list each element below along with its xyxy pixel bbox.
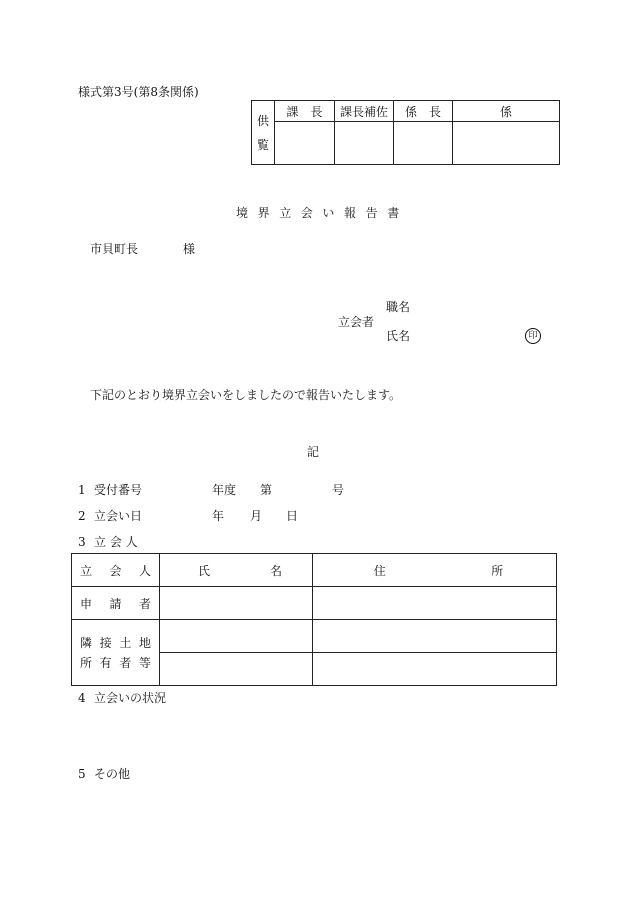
addressee: 市貝町長 bbox=[90, 242, 139, 256]
header-name: 氏 名 bbox=[160, 554, 313, 587]
item1-label: 受付番号 bbox=[94, 483, 143, 497]
seal-mark: 印 bbox=[525, 328, 541, 344]
item2-day: 日 bbox=[286, 509, 299, 523]
honorific: 様 bbox=[183, 242, 196, 256]
item3-label: 立 会 人 bbox=[94, 535, 138, 549]
neighbor-name-cell bbox=[160, 620, 313, 653]
item1-year: 年度 bbox=[212, 483, 237, 497]
approval-header-deputy-chief: 課長補佐 bbox=[335, 101, 394, 122]
item5-label: その他 bbox=[94, 767, 131, 781]
witness-label: 立会者 bbox=[338, 315, 375, 329]
item1-number: 1 bbox=[78, 483, 86, 497]
form-number: 様式第3号(第8条関係) bbox=[78, 85, 199, 99]
neighbor-address-cell bbox=[313, 620, 557, 653]
witness-table bbox=[71, 553, 557, 686]
approval-header-staff: 係 bbox=[453, 101, 560, 122]
item2-month: 月 bbox=[250, 509, 263, 523]
approval-stamp-cell bbox=[275, 122, 335, 165]
header-address: 住 所 bbox=[313, 554, 557, 587]
approval-stamp-cell bbox=[335, 122, 394, 165]
item2-label: 立会い日 bbox=[94, 509, 143, 523]
item1-dai: 第 bbox=[260, 483, 273, 497]
header-witness: 立 会 人 bbox=[72, 554, 160, 587]
item2-number: 2 bbox=[78, 509, 86, 523]
name-label: 氏名 bbox=[386, 329, 411, 343]
row-applicant-label: 申 請 者 bbox=[72, 587, 160, 620]
neighbor-name-cell bbox=[160, 653, 313, 686]
row-neighbor-label: 隣 接 土 地 所 有 者 等 bbox=[72, 620, 160, 686]
applicant-name-cell bbox=[160, 587, 313, 620]
ki-heading: 記 bbox=[307, 445, 320, 459]
approval-header-section-chief: 課 長 bbox=[275, 101, 335, 122]
intro-text: 下記のとおり境界立会いをしましたので報告いたします。 bbox=[90, 388, 402, 402]
approval-side-label: 供 覧 bbox=[252, 101, 275, 165]
item2-year: 年 bbox=[212, 509, 225, 523]
approval-box bbox=[251, 100, 560, 165]
item1-go: 号 bbox=[332, 483, 345, 497]
applicant-address-cell bbox=[313, 587, 557, 620]
item5-number: 5 bbox=[78, 767, 86, 781]
approval-header-subsection-chief: 係 長 bbox=[394, 101, 453, 122]
document-title: 境界立会い報告書 bbox=[236, 206, 409, 220]
approval-stamp-cell bbox=[453, 122, 560, 165]
neighbor-address-cell bbox=[313, 653, 557, 686]
item3-number: 3 bbox=[78, 535, 86, 549]
position-label: 職名 bbox=[386, 300, 411, 314]
approval-stamp-cell bbox=[394, 122, 453, 165]
item4-number: 4 bbox=[78, 691, 86, 705]
item4-label: 立会いの状況 bbox=[94, 691, 167, 705]
